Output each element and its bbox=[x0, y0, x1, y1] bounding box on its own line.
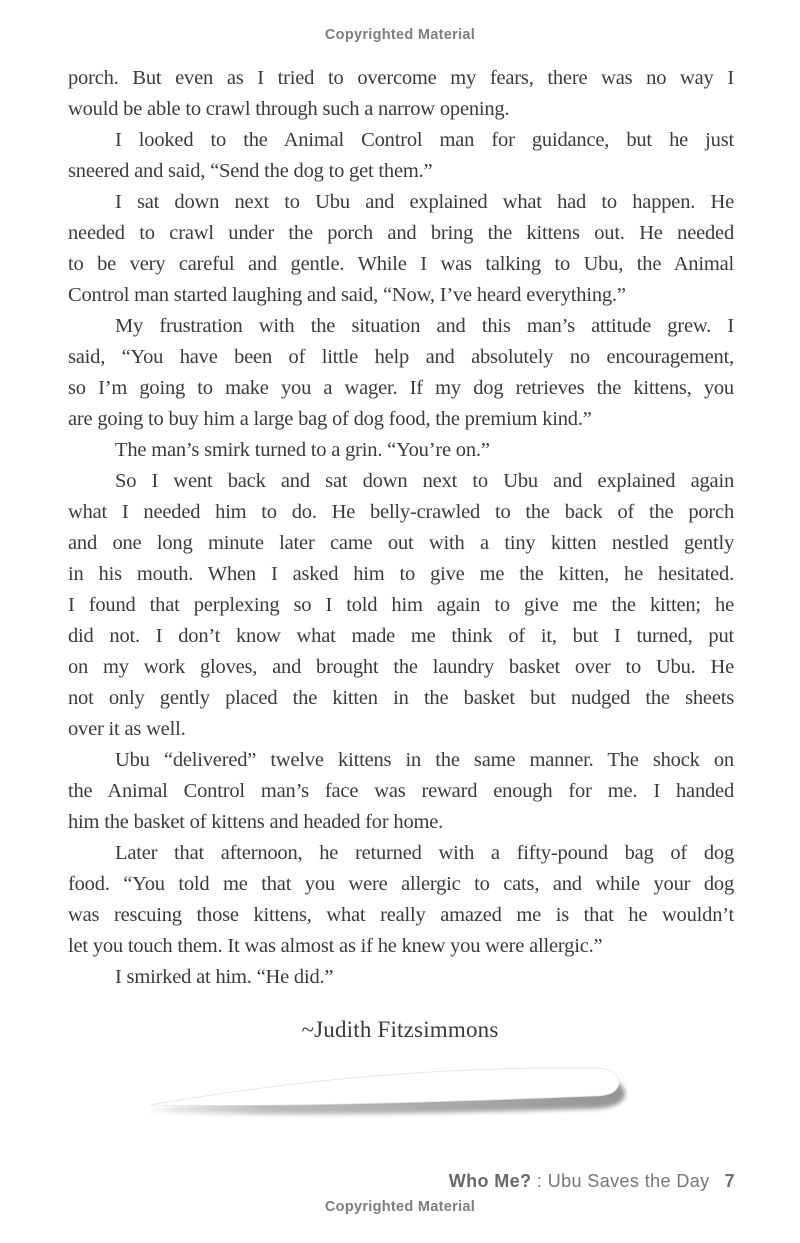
body-text bbox=[68, 63, 734, 993]
paragraph bbox=[68, 311, 734, 435]
body-line: porch. But even as I tried to overcome my fears, there was no way I bbox=[68, 67, 734, 89]
body-line: the Animal Control man’s face was reward enough for me. I handed bbox=[68, 780, 734, 802]
paragraph bbox=[68, 125, 734, 187]
body-line: food. “You told me that you were allergic to cats, and while your dog bbox=[68, 873, 734, 895]
paragraph bbox=[68, 745, 734, 838]
body-line: on my work gloves, and brought the laundry basket over to Ubu. He bbox=[68, 656, 734, 678]
author-attribution: ~Judith Fitzsimmons bbox=[301, 1017, 499, 1042]
body-line: Ubu “delivered” twelve kittens in the same manner. The shock on bbox=[115, 749, 734, 771]
body-line: let you touch them. It was almost as if he knew you were allergic.” bbox=[68, 935, 603, 957]
body-line: sneered and said, “Send the dog to get them.” bbox=[68, 160, 433, 182]
paragraph bbox=[68, 187, 734, 311]
body-line: in his mouth. When I asked him to give me the kitten, he hesitated. bbox=[68, 563, 734, 585]
body-line: The man’s smirk turned to a grin. “You’re on.” bbox=[115, 439, 490, 461]
body-line: said, “You have been of little help and absolutely no encouragement, bbox=[68, 346, 734, 368]
body-line: was rescuing those kittens, what really amazed me is that he wouldn’t bbox=[68, 904, 734, 926]
body-line: and one long minute later came out with a tiny kitten nestled gently bbox=[68, 532, 734, 554]
footer-chapter-title: Ubu Saves the Day bbox=[547, 1171, 710, 1191]
body-line: Later that afternoon, he returned with a fifty-pound bag of dog bbox=[115, 842, 734, 864]
paragraph bbox=[68, 838, 734, 962]
body-line: I sat down next to Ubu and explained what had to happen. He bbox=[115, 191, 734, 213]
paragraph bbox=[68, 962, 734, 993]
body-line: I looked to the Animal Control man for guidance, but he just bbox=[115, 129, 734, 151]
body-line: I smirked at him. “He did.” bbox=[115, 966, 334, 988]
body-line: Control man started laughing and said, “Now, I’ve heard everything.” bbox=[68, 284, 626, 306]
footer-book-title: Who Me? bbox=[448, 1171, 532, 1191]
body-line: not only gently placed the kitten in the basket but nudged the sheets bbox=[68, 687, 734, 709]
body-line: needed to crawl under the porch and bring the kittens out. He needed bbox=[68, 222, 734, 244]
body-line: My frustration with the situation and this man’s attitude grew. I bbox=[115, 315, 734, 337]
body-line: So I went back and sat down next to Ubu and explained again bbox=[115, 470, 734, 492]
body-line: him the basket of kittens and headed for home. bbox=[68, 811, 444, 833]
swoosh-divider-graphic bbox=[143, 1057, 643, 1119]
swoosh-icon bbox=[143, 1057, 643, 1119]
copyright-notice-top: Copyrighted Material bbox=[324, 27, 476, 43]
paragraph bbox=[68, 63, 734, 125]
body-line: did not. I don’t know what made me think of it, but I turned, put bbox=[68, 625, 734, 647]
body-line: are going to buy him a large bag of dog food, the premium kind.” bbox=[68, 408, 592, 430]
body-line: I found that perplexing so I told him again to give me the kitten; he bbox=[68, 594, 734, 616]
copyright-notice-bottom: Copyrighted Material bbox=[324, 1199, 476, 1215]
paragraph bbox=[68, 435, 734, 466]
body-line: would be able to crawl through such a narrow opening. bbox=[68, 98, 510, 120]
running-footer bbox=[449, 1171, 735, 1192]
footer-page-number: 7 bbox=[724, 1171, 735, 1191]
body-line: what I needed him to do. He belly-crawled to the back of the porch bbox=[68, 501, 734, 523]
body-line: so I’m going to make you a wager. If my dog retrieves the kittens, you bbox=[68, 377, 734, 399]
footer-separator: : bbox=[531, 1171, 548, 1191]
paragraph bbox=[68, 466, 734, 745]
body-line: over it as well. bbox=[68, 718, 186, 740]
body-line: to be very careful and gentle. While I was talking to Ubu, the Animal bbox=[68, 253, 734, 275]
